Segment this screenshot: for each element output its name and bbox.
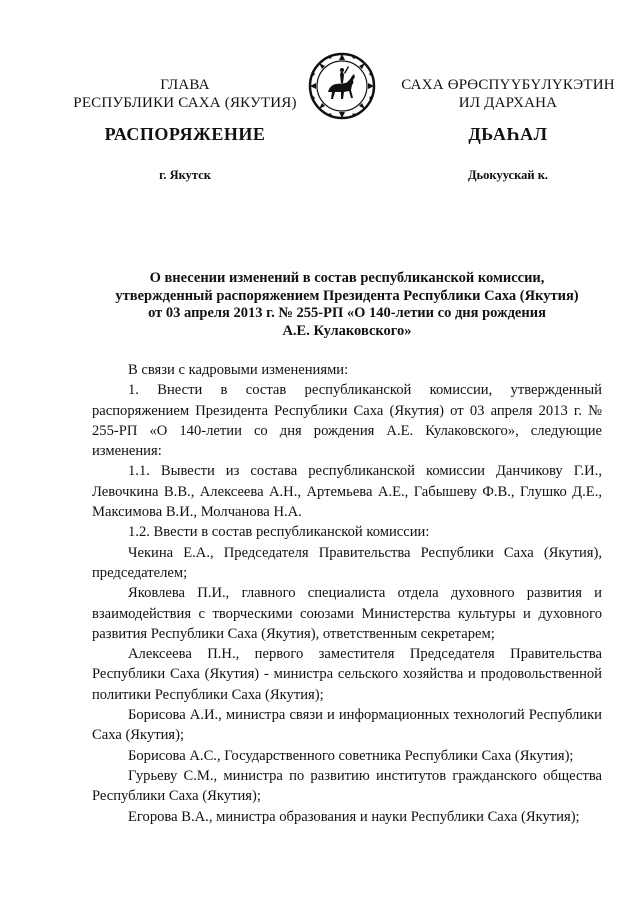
emblem-svg (308, 52, 376, 120)
city-russian: г. Якутск (159, 168, 211, 182)
document-title (92, 270, 602, 340)
header-right-line1: САХА ӨРӨСПҮҮБҮЛҮКЭТИН (401, 77, 615, 93)
title-line: А.Е. Кулаковского» (282, 322, 412, 339)
doc-type-yakut: ДЬАҺАЛ (468, 124, 548, 144)
title-line: О внесении изменений в состав республиканской комиссии, (149, 270, 545, 286)
header-left-line1: ГЛАВА (160, 77, 210, 93)
body-paragraph: Алексеева П.Н., первого заместителя Председателя Правительства Республики Саха (Якутия) - министра сельского хозяйства и продовольственной политики Республики Саха (Якутия); (92, 646, 602, 703)
body-paragraph: 1.1. Вывести из состава республиканской комиссии Данчикову Г.И., Левочкина В.В., Алексеева А.Н., Артемьева А.Е., Габышеву Ф.В., Глушко Д.Е., Максимова В.И., Молчанова Н.А. (92, 463, 602, 521)
coat-of-arms-emblem (308, 52, 376, 120)
header-left-block (60, 76, 310, 112)
body-paragraph: Яковлева П.И., главного специалиста отдела духовного развития и взаимодействия с творческими союзами Министерства культуры и духовного развития Республики Саха (Якутия), ответственным секретарем; (92, 585, 602, 642)
body-paragraph: Борисова А.И., министра связи и информационных технологий Республики Саха (Якутия); (92, 707, 602, 744)
body-paragraph: 1.2. Ввести в состав республиканской комиссии: (128, 524, 430, 541)
body-paragraph: Борисова А.С., Государственного советника Республики Саха (Якутия); (128, 747, 574, 764)
header-left-line2: РЕСПУБЛИКИ САХА (ЯКУТИЯ) (73, 95, 297, 111)
title-line: от 03 апреля 2013 г. № 255-РП «О 140-летии со дня рождения (148, 305, 546, 321)
body-paragraph: Гурьеву С.М., министра по развитию институтов гражданского общества Республики Саха (Якутия); (92, 767, 602, 805)
body-paragraph: 1. Внести в состав республиканской комиссии, утвержденный распоряжением Президента Республики Саха (Якутия) от 03 апреля 2013 г. № 255-РП «О 140-летии со дня рождения А.Е. Кулаковского», следующие изменения: (92, 382, 602, 460)
doc-type-russian: РАСПОРЯЖЕНИЕ (104, 124, 266, 144)
header-right-line2: ИЛ ДАРХАНА (458, 95, 558, 111)
document-body (92, 360, 602, 827)
body-paragraph: В связи с кадровыми изменениями: (128, 362, 349, 378)
title-line: утвержденный распоряжением Президента Республики Саха (Якутия) (115, 287, 579, 304)
header-right-block (388, 76, 628, 112)
body-paragraph: Егорова В.А., министра образования и науки Республики Саха (Якутия); (128, 808, 580, 825)
body-paragraph: Чекина Е.А., Председателя Правительства Республики Саха (Якутия), председателем; (92, 544, 602, 581)
city-yakut: Дьокуускай к. (467, 168, 549, 182)
